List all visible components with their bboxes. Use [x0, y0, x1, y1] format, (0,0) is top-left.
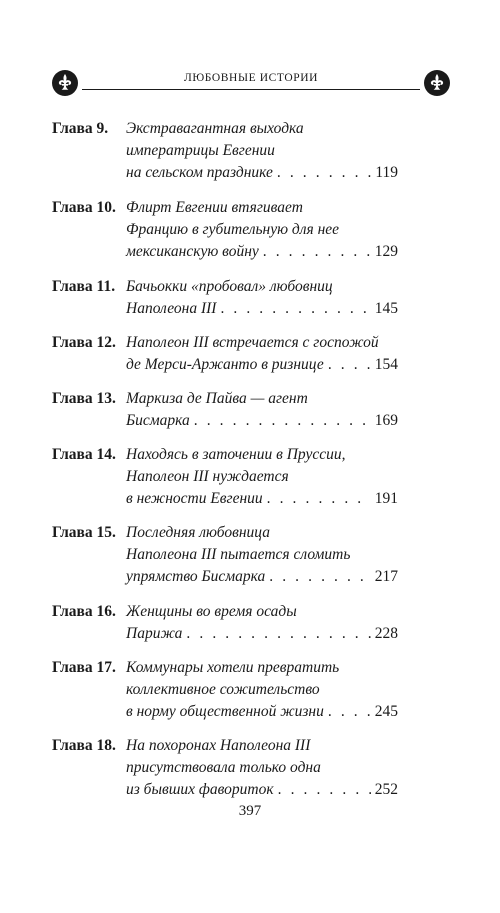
title-line: Коммунары хотели превратить [126, 659, 340, 676]
fleur-de-lis-icon [424, 70, 450, 96]
dot-leader [278, 779, 371, 801]
title-line: на сельском празднике [126, 164, 273, 181]
title-line: Флирт Евгении втягивает [126, 199, 303, 216]
page-ref: 129 [374, 243, 398, 260]
chapter-title [126, 522, 398, 588]
dot-leader [328, 354, 371, 376]
title-line: Наполеон III встречается с госпожой [126, 334, 379, 351]
running-head-title: ЛЮБОВНЫЕ ИСТОРИИ [178, 72, 324, 84]
chapter-title [126, 276, 398, 320]
page-ref: 252 [374, 781, 398, 798]
title-line: упрямство Бисмарка [126, 568, 266, 585]
chapter-label: Глава 16. [52, 603, 116, 620]
page-number: 397 [238, 803, 262, 819]
dot-leader [186, 623, 370, 645]
title-line: Экстравагантная выходка [126, 120, 304, 137]
dot-leader [194, 410, 371, 432]
chapter-label: Глава 18. [52, 737, 116, 754]
dot-leader [328, 701, 371, 723]
title-line: коллективное сожительство [126, 681, 320, 698]
dot-leader [263, 241, 371, 263]
title-line: Францию в губительную для нее [126, 221, 340, 238]
page-ref: 145 [374, 300, 398, 317]
title-line: Находясь в заточении в Пруссии, [126, 446, 346, 463]
title-line: Последняя любовница [126, 524, 270, 541]
title-line: мексиканскую войну [126, 243, 259, 260]
title-line: в нежности Евгении [126, 490, 263, 507]
chapter-title [126, 657, 398, 723]
title-line: Наполеон III нуждается [126, 468, 289, 485]
chapter-title [126, 118, 398, 184]
page-ref: 169 [374, 412, 398, 429]
chapter-label: Глава 17. [52, 659, 116, 676]
chapter-label: Глава 11. [52, 278, 116, 295]
chapter-label: Глава 15. [52, 524, 116, 541]
title-line: императрицы Евгении [126, 142, 275, 159]
page-ref: 245 [374, 703, 398, 720]
page-ref: 217 [374, 568, 398, 585]
chapter-title [126, 332, 398, 376]
title-line: Бачьокки «пробовал» любовниц [126, 278, 333, 295]
title-line: Парижа [126, 625, 183, 642]
chapter-label: Глава 9. [52, 120, 109, 137]
title-line: На похоронах Наполеона III [126, 737, 311, 754]
title-line: Наполеона III [126, 300, 217, 317]
running-header [52, 70, 450, 96]
dot-leader [277, 162, 371, 184]
page-ref: 119 [375, 164, 398, 181]
dot-leader [267, 488, 371, 510]
chapter-label: Глава 13. [52, 390, 116, 407]
chapter-title [126, 197, 398, 263]
chapter-title [126, 444, 398, 510]
chapter-label: Глава 10. [52, 199, 116, 216]
chapter-title [126, 388, 398, 432]
page-ref: 228 [374, 625, 398, 642]
title-line: Маркиза де Пайва — агент [126, 390, 308, 407]
title-line: Наполеона III пытается сломить [126, 546, 351, 563]
title-line: Бисмарка [126, 412, 190, 429]
chapter-label: Глава 14. [52, 446, 116, 463]
dot-leader [220, 298, 370, 320]
page-ref: 154 [374, 356, 398, 373]
title-line: из бывших фавориток [126, 781, 274, 798]
title-line: Женщины во время осады [126, 603, 297, 620]
title-line: присутствовала только одна [126, 759, 321, 776]
chapter-title [126, 601, 398, 645]
chapter-title [126, 735, 398, 801]
title-line: в норму общественной жизни [126, 703, 324, 720]
chapter-label: Глава 12. [52, 334, 116, 351]
header-rule [82, 89, 420, 90]
dot-leader [269, 566, 370, 588]
title-line: де Мерси-Аржанто в ризнице [126, 356, 324, 373]
page-ref: 191 [374, 490, 398, 507]
